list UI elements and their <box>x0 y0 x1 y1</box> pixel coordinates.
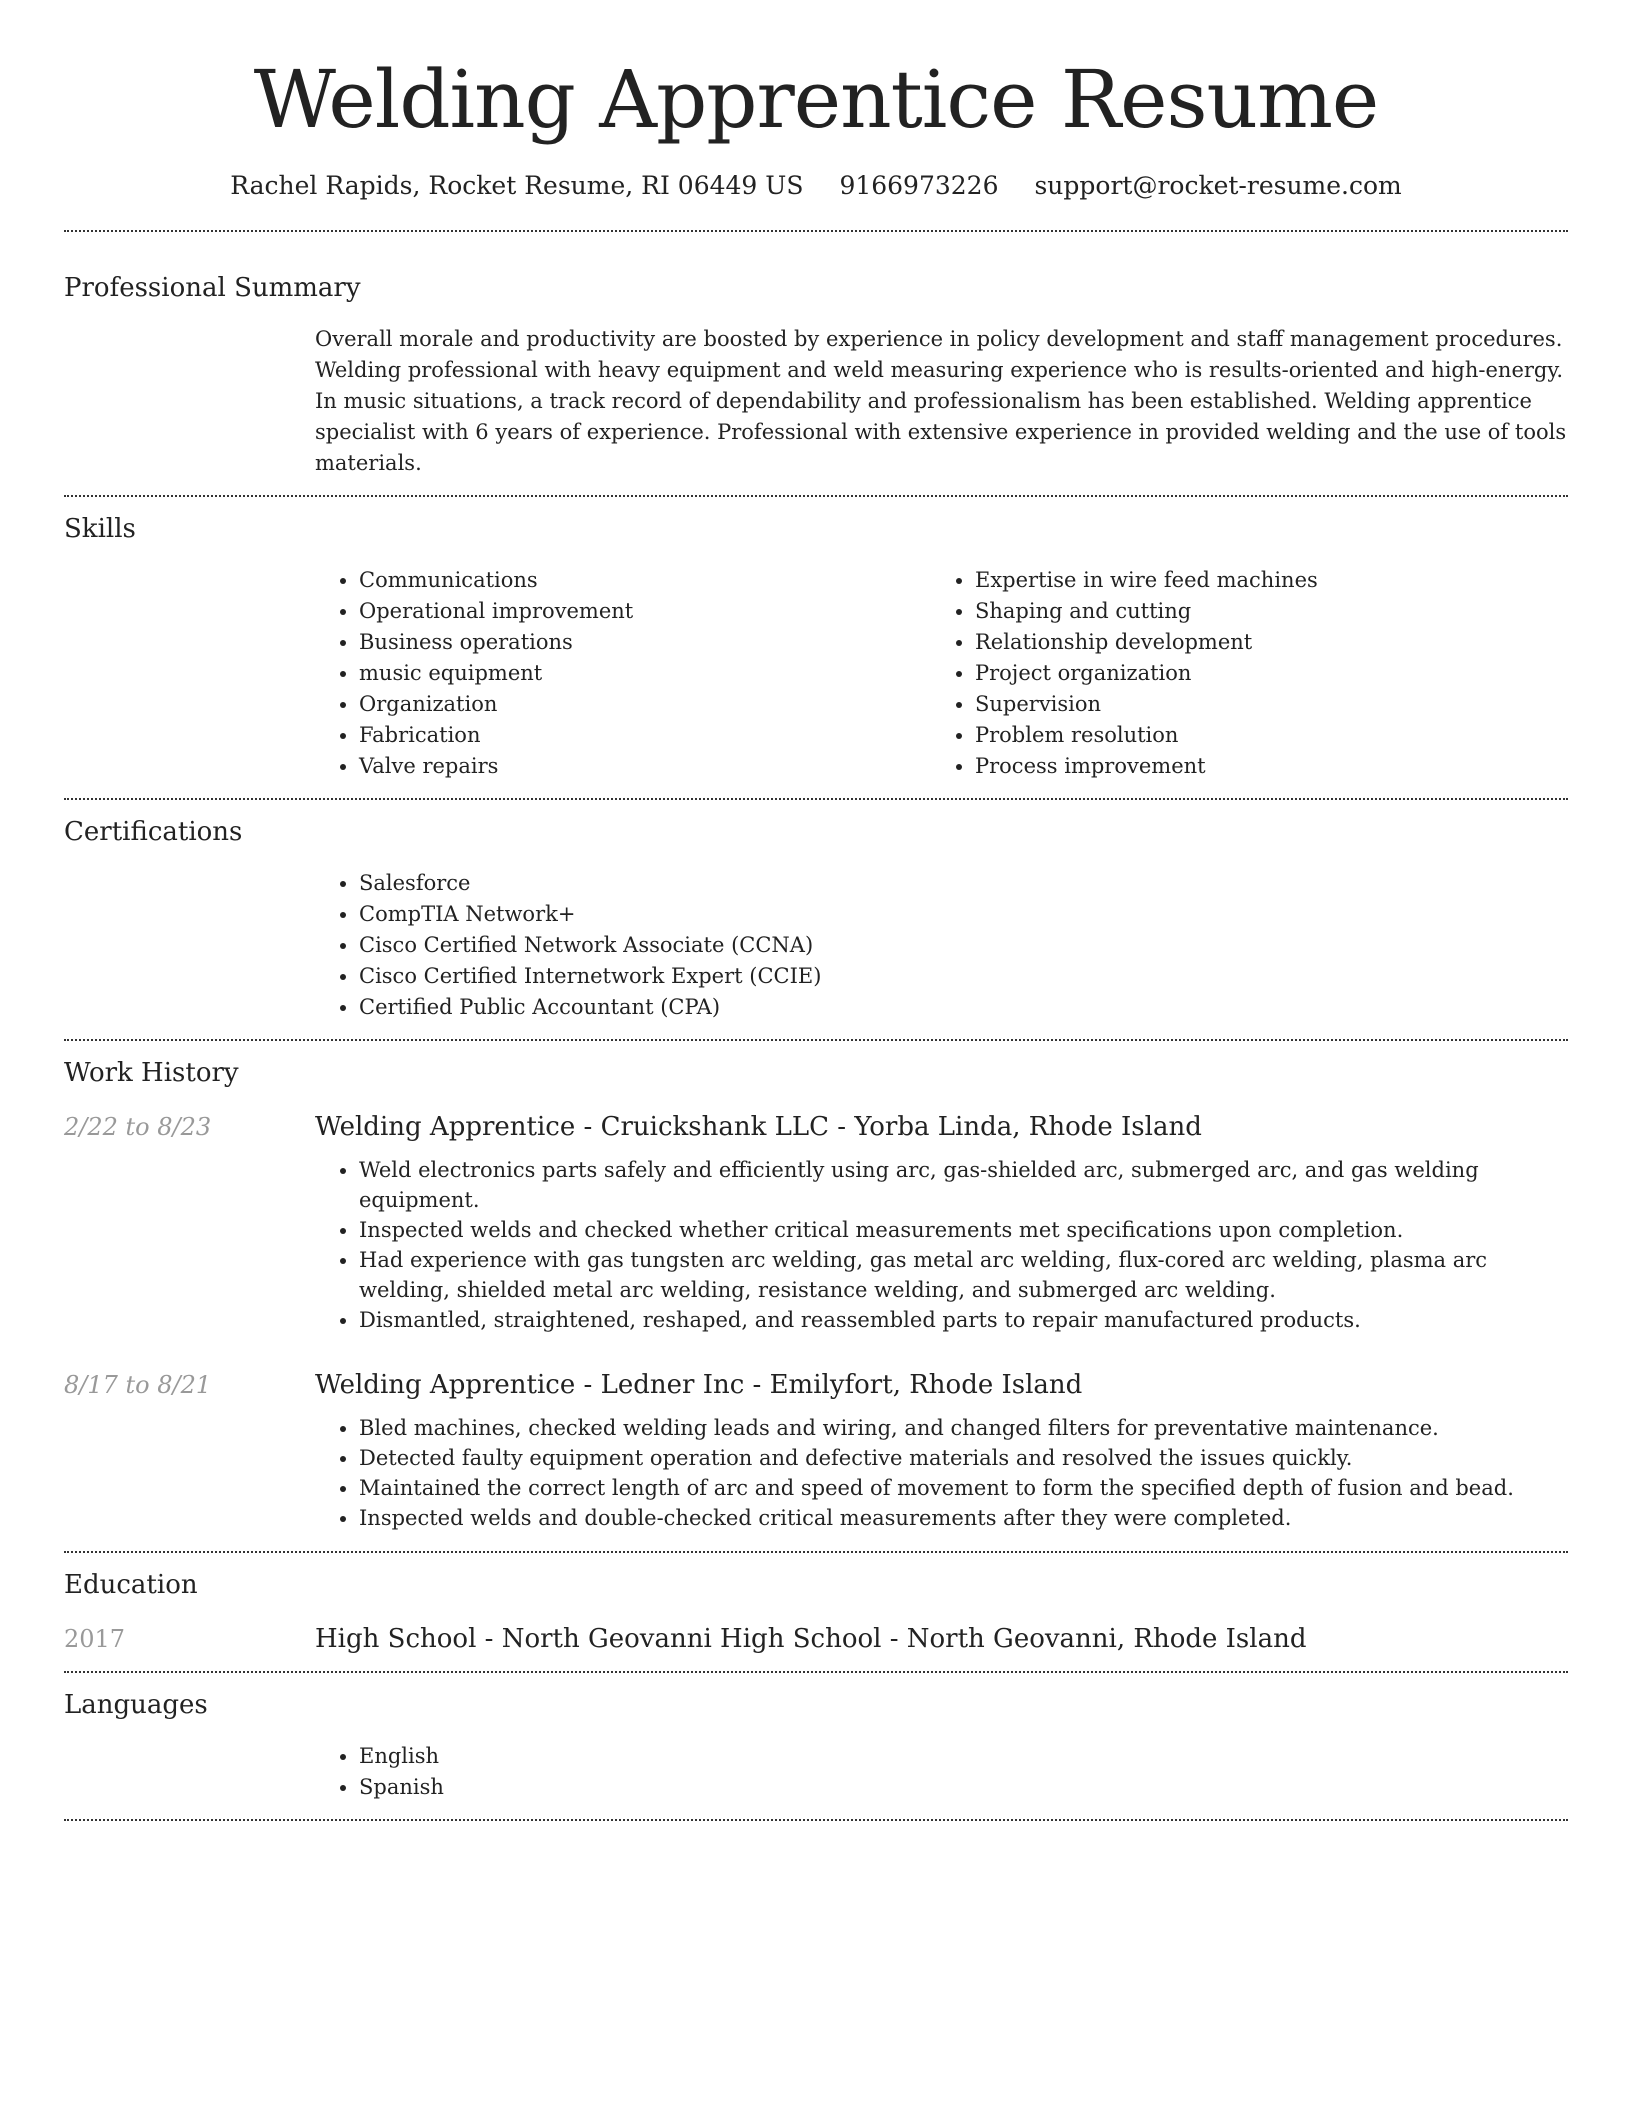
list-item: • Certified Public Accountant (CPA) <box>359 992 1568 1023</box>
list-item: • Business operations <box>359 627 931 658</box>
list-item: • Bled machines, checked welding leads and wiring, and changed filters for preventative maintenance. <box>359 1413 1568 1443</box>
skills-list-left <box>315 565 931 782</box>
skills-columns <box>315 565 1568 782</box>
list-item: • Project organization <box>975 658 1547 689</box>
job-bullet-list <box>315 1413 1568 1533</box>
list-item: • Operational improvement <box>359 596 931 627</box>
list-item: • Inspected welds and double-checked critical measurements after they were completed. <box>359 1503 1568 1533</box>
job-bullets <box>315 1413 1568 1533</box>
section-title: Skills <box>64 514 136 544</box>
job-dates: 8/17 to 8/21 <box>64 1371 212 1399</box>
list-item: • Had experience with gas tungsten arc welding, gas metal arc welding, flux-cored arc welding, plasma arc welding, shielded metal arc welding, resistance welding, and submerged arc welding. <box>359 1245 1568 1305</box>
summary-text: Overall morale and productivity are boosted by experience in policy development and staff management procedures. Welding professional with heavy equipment and weld measuring experience who is results-oriented and high-energy. In music situations, a track record of dependability and professionalism has been established. Welding apprentice specialist with 6 years of experience. Professional with extensive experience in provided welding and the use of tools materials. <box>315 327 1567 475</box>
list-item: • Detected faulty equipment operation and defective materials and resolved the issues quickly. <box>359 1443 1568 1473</box>
languages-list <box>315 1741 1568 1803</box>
list-item: • Process improvement <box>975 751 1547 782</box>
list-item: • Inspected welds and checked whether critical measurements met specifications upon completion. <box>359 1215 1568 1245</box>
certifications-body <box>315 868 1568 1023</box>
list-item: • Salesforce <box>359 868 1568 899</box>
resume-header <box>64 0 1568 202</box>
resume-title: Welding Apprentice Resume <box>253 53 1379 146</box>
summary-body <box>315 324 1568 479</box>
skills-column-left <box>315 565 931 782</box>
job-entry-header <box>64 1369 1568 1401</box>
list-item: • Problem resolution <box>975 720 1547 751</box>
list-item: • Expertise in wire feed machines <box>975 565 1547 596</box>
job-dates: 2/22 to 8/23 <box>64 1113 212 1141</box>
list-item: • Valve repairs <box>359 751 931 782</box>
education-heading: High School - North Geovanni High School - North Geovanni, Rhode Island <box>315 1624 1307 1654</box>
list-item: • Organization <box>359 689 931 720</box>
list-item: • English <box>359 1741 1568 1772</box>
section-skills <box>64 497 1568 798</box>
list-item: • Supervision <box>975 689 1547 720</box>
section-title: Professional Summary <box>64 273 361 303</box>
job-heading: Welding Apprentice - Ledner Inc - Emilyfort, Rhode Island <box>315 1370 1083 1400</box>
list-item: • Shaping and cutting <box>975 596 1547 627</box>
list-item: • CompTIA Network+ <box>359 899 1568 930</box>
divider <box>64 1819 1568 1821</box>
list-item: • Maintained the correct length of arc and speed of movement to form the specified depth of fusion and bead. <box>359 1473 1568 1503</box>
section-professional-summary <box>64 232 1568 495</box>
list-item: • Fabrication <box>359 720 931 751</box>
list-item: • Weld electronics parts safely and efficiently using arc, gas-shielded arc, submerged arc, and gas welding equipment. <box>359 1155 1568 1215</box>
section-title: Certifications <box>64 817 243 847</box>
contact-email: support@rocket-resume.com <box>1034 171 1402 200</box>
languages-body <box>315 1741 1568 1803</box>
section-languages <box>64 1673 1568 1819</box>
section-title: Work History <box>64 1058 239 1088</box>
list-item: • Cisco Certified Internetwork Expert (CCIE) <box>359 961 1568 992</box>
list-item: • Dismantled, straightened, reshaped, and reassembled parts to repair manufactured products. <box>359 1305 1568 1335</box>
education-year: 2017 <box>64 1625 126 1653</box>
job-bullets <box>315 1155 1568 1335</box>
contact-phone: 9166973226 <box>839 171 999 200</box>
list-item: • Cisco Certified Network Associate (CCNA) <box>359 930 1568 961</box>
list-item: • Spanish <box>359 1772 1568 1803</box>
job-heading: Welding Apprentice - Cruickshank LLC - Yorba Linda, Rhode Island <box>315 1112 1202 1142</box>
list-item: • Communications <box>359 565 931 596</box>
job-bullet-list <box>315 1155 1568 1335</box>
job-entry-header <box>64 1111 1568 1143</box>
contact-address: Rachel Rapids, Rocket Resume, RI 06449 US <box>230 171 804 200</box>
section-title: Education <box>64 1570 198 1600</box>
section-title: Languages <box>64 1690 208 1720</box>
certifications-list <box>315 868 1568 1023</box>
education-entry <box>64 1623 1568 1655</box>
list-item: • Relationship development <box>975 627 1547 658</box>
skills-column-right <box>931 565 1547 782</box>
section-education <box>64 1553 1568 1671</box>
section-work-history <box>64 1041 1568 1551</box>
skills-list-right <box>931 565 1547 782</box>
contact-line <box>64 170 1568 202</box>
list-item: • music equipment <box>359 658 931 689</box>
section-certifications <box>64 800 1568 1039</box>
